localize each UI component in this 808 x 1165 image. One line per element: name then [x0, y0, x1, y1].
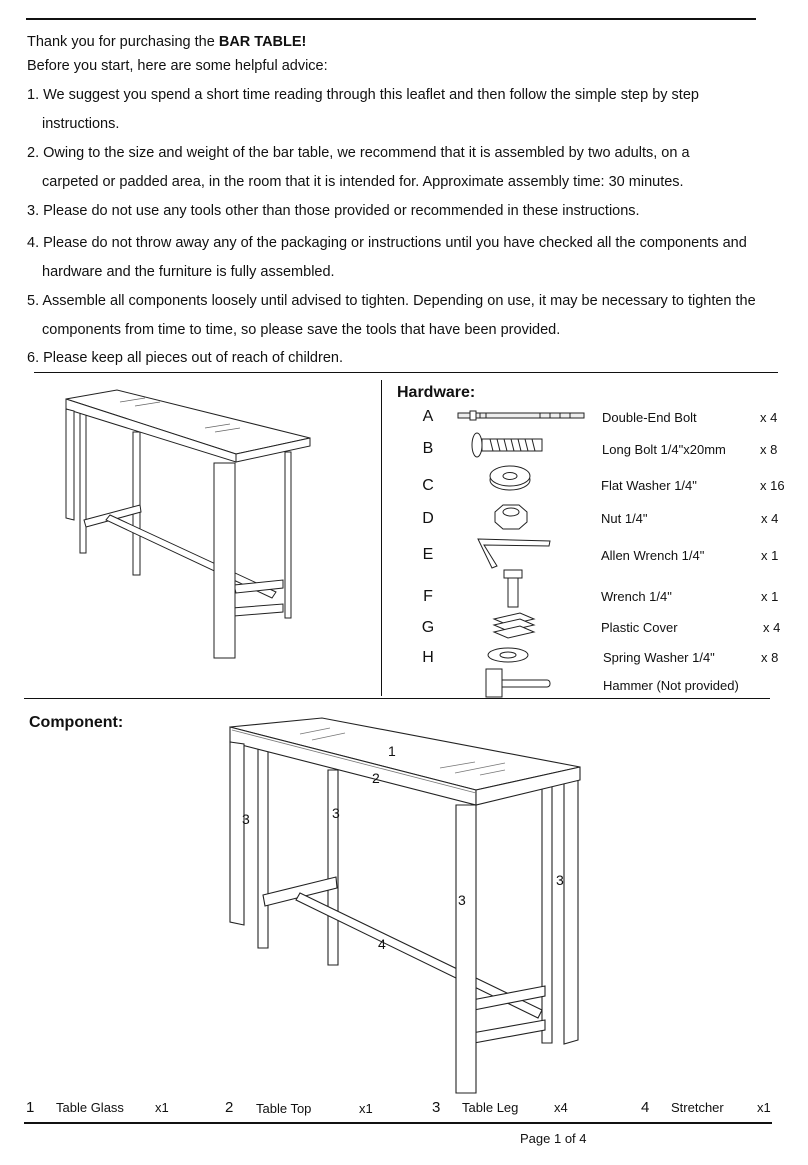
callout-leg-front-left: 3: [458, 892, 466, 908]
hardware-name-g: Plastic Cover: [601, 620, 678, 635]
callout-table-top: 2: [372, 770, 380, 786]
hardware-qty-c: x 16: [760, 478, 785, 493]
hardware-name-d: Nut 1/4": [601, 511, 648, 526]
hardware-qty-h: x 8: [761, 650, 779, 665]
hardware-name-a: Double-End Bolt: [602, 410, 697, 425]
advice-4-line-1: 4. Please do not throw away any of the packaging or instructions until you have checked all the components and: [27, 235, 747, 251]
hardware-qty-f: x 1: [761, 589, 779, 604]
component-num-4: 4: [641, 1099, 650, 1116]
component-name-1: Table Glass: [56, 1100, 124, 1115]
component-num-1: 1: [26, 1099, 35, 1116]
hardware-name-f: Wrench 1/4": [601, 589, 672, 604]
component-num-2: 2: [225, 1099, 234, 1116]
component-name-2: Table Top: [256, 1101, 312, 1116]
hardware-name-hammer: Hammer (Not provided): [603, 678, 739, 693]
callout-leg-back-right: 3: [332, 805, 340, 821]
advice-3-line-1: 3. Please do not use any tools other than those provided or recommended in these instructions.: [27, 203, 640, 219]
component-name-4: Stretcher: [671, 1100, 724, 1115]
advice-1-line-2: instructions.: [42, 116, 120, 132]
hardware-letter-d: D: [422, 510, 434, 527]
hardware-letter-b: B: [422, 440, 434, 457]
component-num-3: 3: [432, 1099, 441, 1116]
hardware-qty-e: x 1: [761, 548, 779, 563]
advice-2-line-1: 2. Owing to the size and weight of the bar table, we recommend that it is assembled by two adults, on a: [27, 145, 690, 161]
product-name: BAR TABLE!: [218, 34, 307, 50]
component-qty-2: x1: [359, 1101, 373, 1116]
hardware-letter-h: H: [422, 649, 434, 666]
component-qty-4: x1: [757, 1100, 771, 1115]
callout-leg-front-right: 3: [556, 872, 564, 888]
hardware-name-h: Spring Washer 1/4": [603, 650, 715, 665]
hardware-name-c: Flat Washer 1/4": [601, 478, 697, 493]
callout-stretcher: 4: [378, 936, 386, 952]
component-qty-1: x1: [155, 1100, 169, 1115]
intro-line-2: Before you start, here are some helpful advice:: [27, 58, 328, 74]
advice-1-line-1: 1. We suggest you spend a short time reading through this leaflet and then follow the simple step by step: [27, 87, 699, 103]
advice-6-line-1: 6. Please keep all pieces out of reach of children.: [27, 350, 343, 366]
hardware-letter-e: E: [422, 546, 434, 563]
advice-5-line-1: 5. Assemble all components loosely until advised to tighten. Depending on use, it may be necessary to tighten the: [27, 293, 756, 309]
advice-2-line-2: carpeted or padded area, in the room that it is intended for. Approximate assembly time: 30 minutes.: [42, 174, 684, 190]
advice-4-line-2: hardware and the furniture is fully assembled.: [42, 264, 335, 280]
hardware-letter-c: C: [422, 477, 434, 494]
callout-leg-back-left: 3: [242, 811, 250, 827]
hardware-qty-d: x 4: [761, 511, 779, 526]
hardware-qty-b: x 8: [760, 442, 778, 457]
advice-5-line-2: components from time to time, so please save the tools that have been provided.: [42, 322, 561, 338]
component-name-3: Table Leg: [462, 1100, 519, 1115]
callout-table-glass: 1: [388, 743, 396, 759]
component-qty-3: x4: [554, 1100, 568, 1115]
page-number: Page 1 of 4: [520, 1131, 587, 1146]
component-title: Component:: [29, 714, 124, 731]
intro-prefix: Thank you for purchasing the: [27, 34, 219, 50]
hardware-letter-a: A: [422, 408, 434, 425]
hardware-letter-g: G: [421, 619, 435, 636]
hardware-name-b: Long Bolt 1/4"x20mm: [602, 442, 726, 457]
hardware-qty-g: x 4: [763, 620, 781, 635]
hardware-qty-a: x 4: [760, 410, 778, 425]
hardware-letter-f: F: [423, 588, 433, 605]
hardware-title: Hardware:: [397, 384, 476, 401]
bottom-rule: [24, 1122, 772, 1124]
hardware-name-e: Allen Wrench 1/4": [601, 548, 705, 563]
